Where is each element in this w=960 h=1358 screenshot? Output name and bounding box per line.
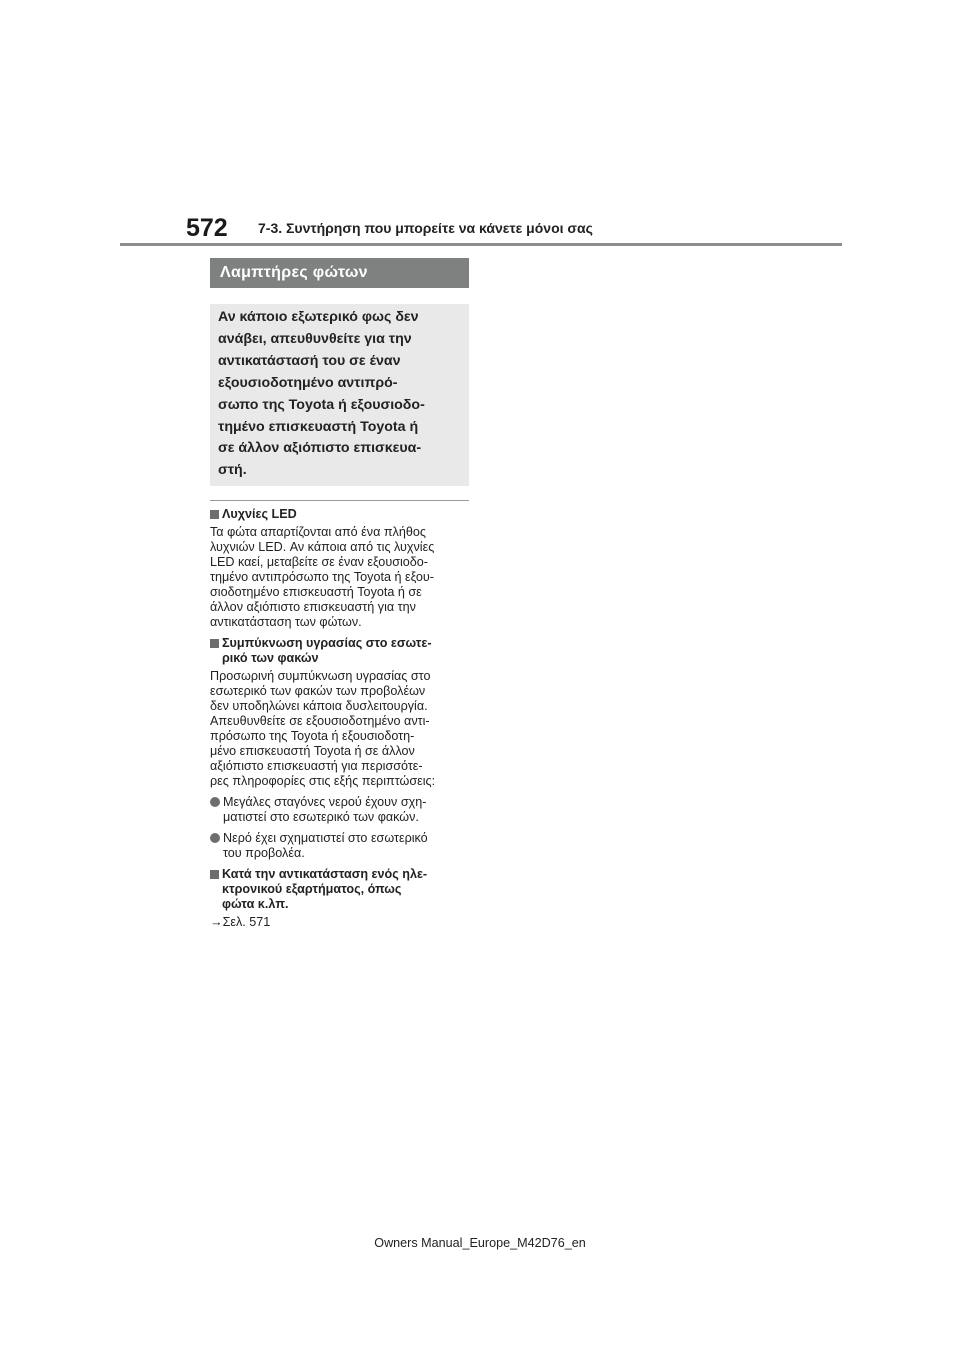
footer-text: Owners Manual_Europe_M42D76_en xyxy=(374,1236,586,1250)
content-column xyxy=(210,507,472,930)
paragraph-line: πρόσωπο της Toyota ή εξουσιοδοτη- xyxy=(210,729,415,743)
paragraph-line: λυχνιών LED. Αν κάποια από τις λυχνίες xyxy=(210,540,435,554)
paragraph-line: αντικατάσταση των φώτων. xyxy=(210,615,362,629)
square-bullet-icon xyxy=(210,639,219,648)
paragraph-line: Τα φώτα απαρτίζονται από ένα πλήθος xyxy=(210,525,426,539)
paragraph-line: Απευθυνθείτε σε εξουσιοδοτημένο αντι- xyxy=(210,714,430,728)
paragraph-condensation xyxy=(210,669,472,789)
paragraph-line: εσωτερικό των φακών των προβολέων xyxy=(210,684,426,698)
notice-line: σε άλλον αξιόπιστο επισκευα- xyxy=(218,440,422,457)
paragraph-line: αξιόπιστο επισκευαστή για περισσότε- xyxy=(210,759,423,773)
square-bullet-icon xyxy=(210,510,219,519)
bullet-line: Μεγάλες σταγόνες νερού έχουν σχη- xyxy=(223,795,427,809)
content-divider xyxy=(210,500,469,501)
paragraph-line: σιοδοτημένο επισκευαστή Toyota ή σε xyxy=(210,585,422,599)
heading-line: Κατά την αντικατάσταση ενός ηλε- xyxy=(222,867,428,881)
heading-line: Λυχνίες LED xyxy=(222,507,297,521)
notice-line: ανάβει, απευθυνθείτε για την xyxy=(218,330,412,347)
circle-bullet-icon xyxy=(210,797,220,807)
notice-line: εξουσιοδοτημένο αντιπρό- xyxy=(218,374,398,391)
bullet-line: ματιστεί στο εσωτερικό των φακών. xyxy=(223,810,419,824)
heading-line: Συμπύκνωση υγρασίας στο εσωτε- xyxy=(222,636,432,650)
notice-line: αντικατάστασή του σε έναν xyxy=(218,352,401,369)
paragraph-line: LED καεί, μεταβείτε σε έναν εξουσιοδο- xyxy=(210,555,428,569)
section-heading-condensation xyxy=(210,636,472,666)
topic-title-banner: Λαμπτήρες φώτων xyxy=(210,258,469,288)
paragraph-line: τημένο αντιπρόσωπο της Toyota ή εξου- xyxy=(210,570,434,584)
notice-line: σωπο της Toyota ή εξουσιοδο- xyxy=(218,396,425,413)
page-number: 572 xyxy=(186,214,228,242)
section-heading-led xyxy=(210,507,472,522)
heading-line: φώτα κ.λπ. xyxy=(222,897,289,911)
paragraph-line: δεν υποδηλώνει κάποια δυσλειτουργία. xyxy=(210,699,428,713)
paragraph-led xyxy=(210,525,472,630)
bullet-line: του προβολέα. xyxy=(223,846,305,860)
bullet-item xyxy=(210,795,472,825)
notice-line: Αν κάποιο εξωτερικό φως δεν xyxy=(218,309,419,325)
section-title: 7-3. Συντήρηση που μπορείτε να κάνετε μόνοι σας xyxy=(258,220,593,236)
notice-line: στή. xyxy=(218,462,247,479)
notice-text xyxy=(218,304,461,482)
heading-line: ρικό των φακών xyxy=(222,651,319,665)
paragraph-line: άλλον αξιόπιστο επισκευαστή για την xyxy=(210,600,416,614)
bullet-item xyxy=(210,831,472,861)
paragraph-line: μένο επισκευαστή Toyota ή σε άλλον xyxy=(210,744,415,758)
heading-line: κτρονικού εξαρτήματος, όπως xyxy=(222,882,402,896)
circle-bullet-icon xyxy=(210,833,220,843)
notice-box xyxy=(210,304,469,486)
square-bullet-icon xyxy=(210,870,219,879)
paragraph-line: Προσωρινή συμπύκνωση υγρασίας στο xyxy=(210,669,431,683)
bullet-line: Νερό έχει σχηματιστεί στο εσωτερικό xyxy=(223,831,428,845)
header-divider xyxy=(120,243,842,246)
page-reference-link[interactable]: →Σελ. 571 xyxy=(210,915,271,929)
paragraph-line: ρες πληροφορίες στις εξής περιπτώσεις: xyxy=(210,774,436,788)
section-heading-electronic-part xyxy=(210,867,472,912)
notice-line: τημένο επισκευαστή Toyota ή xyxy=(218,418,419,435)
